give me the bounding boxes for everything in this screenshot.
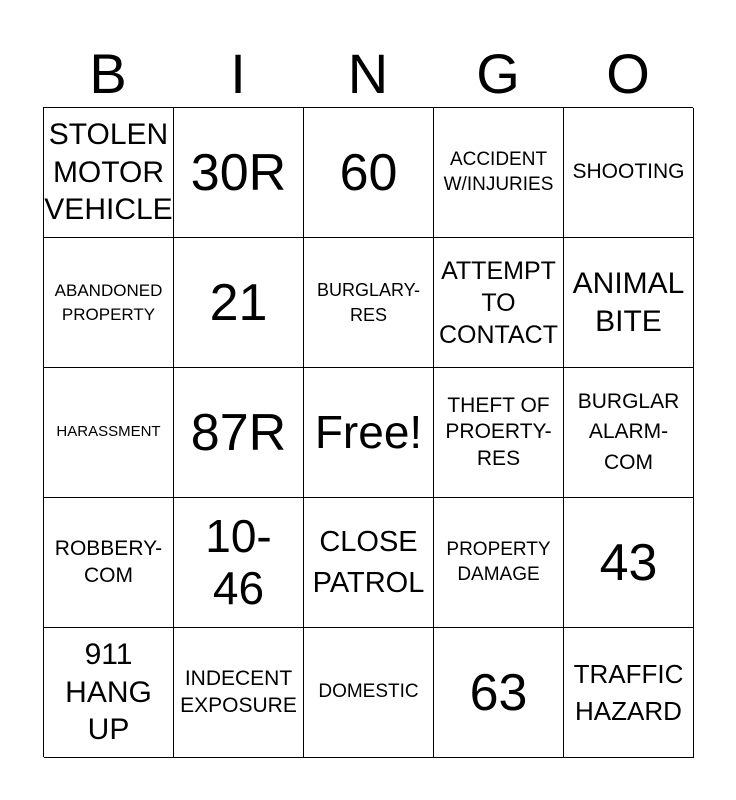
cell-text: INDECENT EXPOSURE	[180, 667, 297, 717]
cell-text: TRAFFIC HAZARD	[573, 658, 684, 726]
header-letter-n: N	[347, 42, 389, 105]
cell-text: 60	[339, 143, 398, 202]
header-letter-g: G	[476, 42, 520, 105]
header-letter-i: I	[230, 42, 246, 105]
cell-text: 87R	[190, 403, 287, 462]
bingo-cell[interactable]	[304, 368, 434, 498]
bingo-cell[interactable]	[44, 498, 174, 628]
cell-text: BURGLAR ALARM- COM	[577, 389, 680, 474]
bingo-cell[interactable]	[44, 238, 174, 368]
bingo-cell[interactable]	[564, 628, 694, 758]
cell-text: 43	[599, 533, 658, 592]
cell-text: STOLEN MOTOR VEHICLE	[44, 118, 173, 227]
bingo-cell[interactable]	[304, 498, 434, 628]
bingo-header	[43, 40, 693, 108]
bingo-cell[interactable]	[304, 628, 434, 758]
bingo-cell[interactable]	[174, 368, 304, 498]
cell-text: ANIMAL BITE	[572, 267, 685, 338]
bingo-cell[interactable]	[174, 498, 304, 628]
bingo-cell[interactable]	[174, 238, 304, 368]
cell-text: ABANDONED PROPERTY	[54, 280, 163, 324]
bingo-cell[interactable]	[434, 238, 564, 368]
cell-text: ACCIDENT W/INJURIES	[443, 148, 554, 195]
bingo-cell[interactable]	[564, 368, 694, 498]
bingo-cell[interactable]	[564, 498, 694, 628]
header-letter-b: B	[89, 42, 127, 105]
cell-text: ROBBERY- COM	[54, 537, 163, 587]
cell-text: 911 HANG UP	[65, 638, 152, 747]
bingo-cell[interactable]	[174, 108, 304, 238]
cell-text: THEFT OF PROERTY- RES	[445, 393, 552, 470]
header-letter-o: O	[606, 42, 650, 105]
bingo-cell[interactable]	[174, 628, 304, 758]
bingo-cell[interactable]	[304, 108, 434, 238]
bingo-cell[interactable]	[434, 368, 564, 498]
bingo-card-grid	[43, 107, 693, 757]
cell-text: HARASSMENT	[56, 423, 161, 441]
bingo-cell[interactable]	[44, 108, 174, 238]
free-space: Free!	[314, 405, 423, 458]
cell-text: ATTEMPT TO CONTACT	[439, 256, 558, 349]
cell-text: 30R	[190, 143, 287, 202]
bingo-cell[interactable]	[44, 368, 174, 498]
bingo-cell[interactable]	[564, 238, 694, 368]
cell-text: SHOOTING	[572, 160, 685, 184]
cell-text: DOMESTIC	[318, 681, 419, 703]
bingo-cell[interactable]	[564, 108, 694, 238]
bingo-cell[interactable]	[434, 628, 564, 758]
cell-text: 63	[469, 663, 528, 722]
cell-text: CLOSE PATROL	[312, 526, 425, 599]
cell-text: PROPERTY DAMAGE	[446, 538, 551, 585]
cell-text: BURGLARY- RES	[316, 279, 421, 325]
bingo-cell[interactable]	[44, 628, 174, 758]
bingo-cell[interactable]	[434, 108, 564, 238]
cell-text: 21	[209, 273, 268, 332]
bingo-cell[interactable]	[304, 238, 434, 368]
bingo-cell[interactable]	[434, 498, 564, 628]
cell-text: 10- 46	[205, 509, 272, 614]
